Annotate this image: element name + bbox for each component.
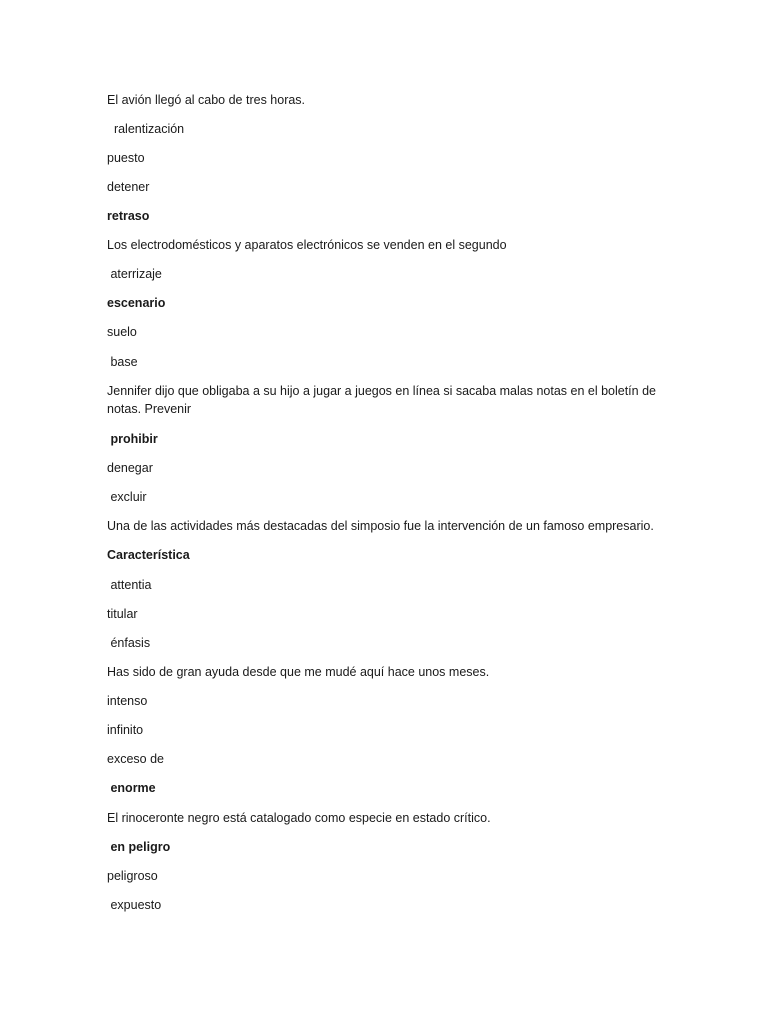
answer-option: aterrizaje bbox=[107, 267, 162, 281]
answer-option: attentia bbox=[107, 578, 152, 592]
answer-option: suelo bbox=[107, 325, 137, 339]
answer-option: titular bbox=[107, 607, 138, 621]
answer-option: excluir bbox=[107, 490, 147, 504]
correct-answer: retraso bbox=[107, 209, 150, 223]
question-text: Has sido de gran ayuda desde que me mudé aquí hace unos meses. bbox=[107, 665, 490, 679]
answer-option: ralentización bbox=[107, 122, 185, 136]
question-text: Una de las actividades más destacadas del simposio fue la intervención de un famoso empresario. bbox=[107, 519, 654, 533]
question-text: Los electrodomésticos y aparatos electrónicos se venden en el segundo bbox=[107, 238, 507, 252]
correct-answer: Característica bbox=[107, 548, 190, 562]
answer-option: intenso bbox=[107, 694, 148, 708]
answer-option: denegar bbox=[107, 461, 153, 475]
correct-answer: en peligro bbox=[107, 840, 171, 854]
answer-option: expuesto bbox=[107, 898, 162, 912]
answer-option: énfasis bbox=[107, 636, 151, 650]
question-text: El rinoceronte negro está catalogado como especie en estado crítico. bbox=[107, 811, 491, 825]
answer-option: infinito bbox=[107, 723, 144, 737]
answer-option: peligroso bbox=[107, 869, 158, 883]
correct-answer: enorme bbox=[107, 781, 156, 795]
answer-option: base bbox=[107, 355, 138, 369]
correct-answer: prohibir bbox=[107, 432, 158, 446]
correct-answer: escenario bbox=[107, 296, 166, 310]
question-text: El avión llegó al cabo de tres horas. bbox=[107, 93, 306, 107]
answer-option: detener bbox=[107, 180, 150, 194]
answer-option: puesto bbox=[107, 151, 145, 165]
question-text: Jennifer dijo que obligaba a su hijo a jugar a juegos en línea si sacaba malas notas en el boletín de notas. Prevenir bbox=[107, 384, 656, 416]
answer-option: exceso de bbox=[107, 752, 164, 766]
